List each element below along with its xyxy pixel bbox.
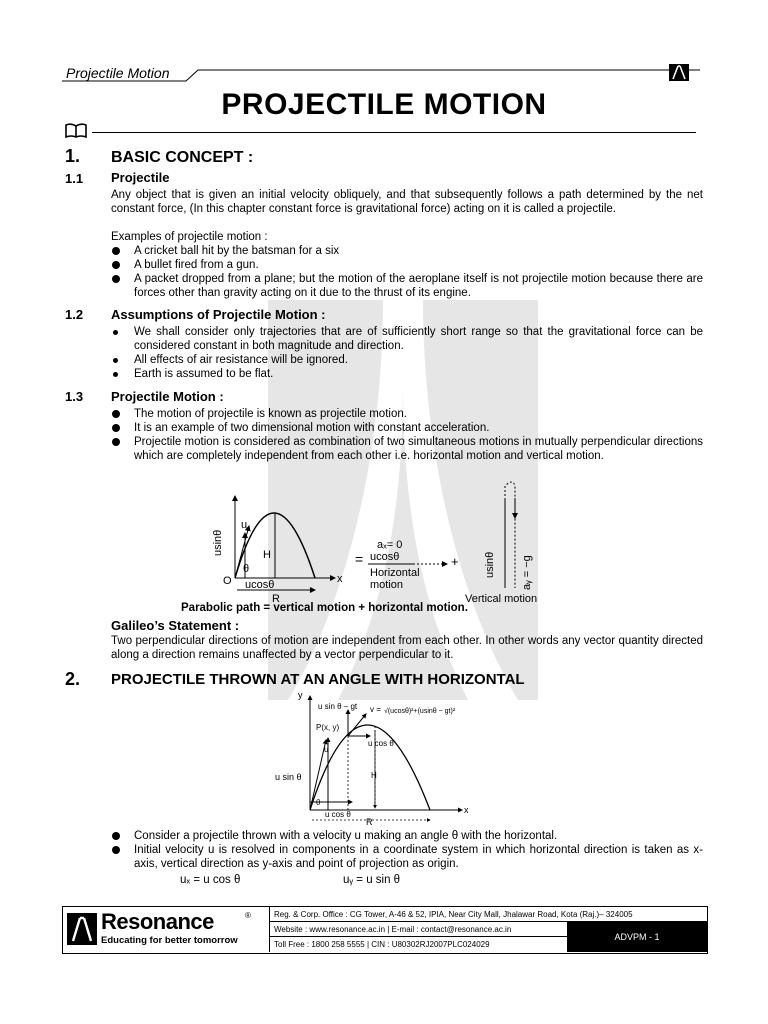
list-item: All effects of air resistance will be ignored. <box>111 353 703 367</box>
u-label: u <box>241 519 248 531</box>
list-item: Initial velocity u is resolved in components in a coordinate system in which horizontal direction is taken as x-axis, vertical direction as y-axis and point of projection as origin. <box>111 843 703 871</box>
list-item: Earth is assumed to be flat. <box>111 367 703 381</box>
list-item: We shall consider only trajectories that are of sufficiently short range so that the gravitational force can be considered constant in both magnitude and direction. <box>111 325 703 353</box>
y-axis-label: y <box>298 690 303 700</box>
usin-gt-label: u sin θ – gt <box>318 702 358 711</box>
equals-sign: = <box>355 551 364 567</box>
uy-equation: uᵧ = u sin θ <box>343 874 401 886</box>
galileo-statement: Two perpendicular directions of motion are independent from each other. In other words any vector quantity directed along a direction remains unaffected by a vector perpendicular to it. <box>111 635 703 661</box>
section-1-3-number: 1.3 <box>65 389 84 404</box>
galileo-title: Galileo’s Statement : <box>111 618 240 633</box>
usin-label: usinθ <box>212 529 224 556</box>
h-label: H <box>263 549 271 561</box>
plus-sign: + <box>451 554 459 569</box>
motion-label: motion <box>370 579 404 591</box>
page-footer <box>62 906 708 954</box>
page-title: PROJECTILE MOTION <box>221 88 547 121</box>
section-1-2-number: 1.2 <box>65 307 84 322</box>
r-label: R <box>366 817 373 827</box>
usin-label: u sin θ <box>275 772 302 782</box>
footer-brand <box>67 911 263 949</box>
office-address: Reg. & Corp. Office : CG Tower, A-46 & 52, IPIA, Near City Mall, Jhalawar Road, Kota (Raj.)– 324005 <box>269 907 707 922</box>
section-2-number: 2. <box>65 669 81 689</box>
section-1-1-title: Projectile <box>111 170 170 185</box>
projectile-motion-list <box>111 407 703 463</box>
section-1-2-title: Assumptions of Projectile Motion : <box>111 307 326 322</box>
h-label: H <box>371 771 377 780</box>
assumptions-list <box>111 325 703 381</box>
title-rule <box>92 132 696 133</box>
list-item: A cricket ball hit by the batsman for a six <box>111 244 703 258</box>
list-item: A bullet fired from a gun. <box>111 258 703 272</box>
parabolic-path-diagram <box>212 478 555 608</box>
section-1-3-title: Projectile Motion : <box>111 389 224 404</box>
theta-label: θ <box>243 563 250 575</box>
brand-tagline: Educating for better tomorrow <box>101 935 238 946</box>
figure-caption: Parabolic path = vertical motion + horizontal motion. <box>181 602 468 614</box>
ux-equation: uₓ = u cos θ <box>180 874 241 886</box>
page-number: ADVPM - 1 <box>567 922 707 952</box>
resonance-logo-icon <box>67 913 97 945</box>
header-rule <box>0 0 768 100</box>
ucos2-label: ucosθ <box>370 551 400 563</box>
theta-label: θ <box>316 798 321 807</box>
projectile-definition: Any object that is given an initial velocity obliquely, and that subsequently follows a path determined by the net constant force, (In this chapter constant force is gravitational force) acting on it is called a projectile. <box>111 189 703 215</box>
usin2-label: usinθ <box>484 551 496 578</box>
list-item: It is an example of two dimensional motion with constant acceleration. <box>111 421 703 435</box>
registered-mark: ® <box>245 911 251 920</box>
section-2-title: PROJECTILE THROWN AT AN ANGLE WITH HORIZONTAL <box>111 671 525 688</box>
list-item: The motion of projectile is known as projectile motion. <box>111 407 703 421</box>
x-label: x <box>337 573 343 585</box>
resonance-logo-icon <box>669 64 689 81</box>
ucos-label: ucosθ <box>245 579 275 591</box>
velocity-label: v = <box>370 705 381 714</box>
section-2-list <box>111 829 703 871</box>
ucos-bottom-label: u cos θ <box>325 810 351 819</box>
horizontal-label: Horizontal <box>370 567 420 579</box>
section-1-1-number: 1.1 <box>65 171 84 186</box>
ax-label: aₓ= 0 <box>377 539 403 551</box>
list-item: A packet dropped from a plane; but the motion of the aeroplane itself is not projectile motion because there are forces other than gravity acting on it due to the thrust of its engine. <box>111 272 703 300</box>
footer-contact <box>269 907 707 952</box>
vertical-motion-label: Vertical motion <box>465 593 538 605</box>
tollfree-cin: Toll Free : 1800 258 5555 | CIN : U80302RJ2007PLC024029 <box>269 937 567 952</box>
examples-list <box>111 244 703 300</box>
examples-label: Examples of projectile motion : <box>111 231 268 243</box>
brand-name: Resonance <box>101 909 214 934</box>
list-item: Projectile motion is considered as combination of two simultaneous motions in mutually perpendicular directions which are completely independent from each other i.e. horizontal motion and vertical motion. <box>111 435 703 463</box>
point-p-label: P(x, y) <box>316 723 340 732</box>
origin-label: O <box>223 575 232 587</box>
ay-label: aᵧ = −g <box>521 555 533 590</box>
projectile-angle-diagram <box>270 690 490 825</box>
section-1-number: 1. <box>65 146 81 166</box>
open-book-icon <box>64 123 88 139</box>
velocity-formula: √(ucosθ)²+(usinθ − gt)² <box>384 708 456 715</box>
x-axis-label: x <box>464 805 469 815</box>
section-1-title: BASIC CONCEPT : <box>111 149 254 166</box>
website-email: Website : www.resonance.ac.in | E-mail : contact@resonance.ac.in <box>269 922 567 937</box>
u-label: u <box>324 745 329 754</box>
running-header: Projectile Motion <box>66 65 170 81</box>
list-item: Consider a projectile thrown with a velocity u making an angle θ with the horizontal. <box>111 829 703 843</box>
r-label: R <box>272 593 280 605</box>
ucos-label: u cos θ <box>368 739 394 748</box>
